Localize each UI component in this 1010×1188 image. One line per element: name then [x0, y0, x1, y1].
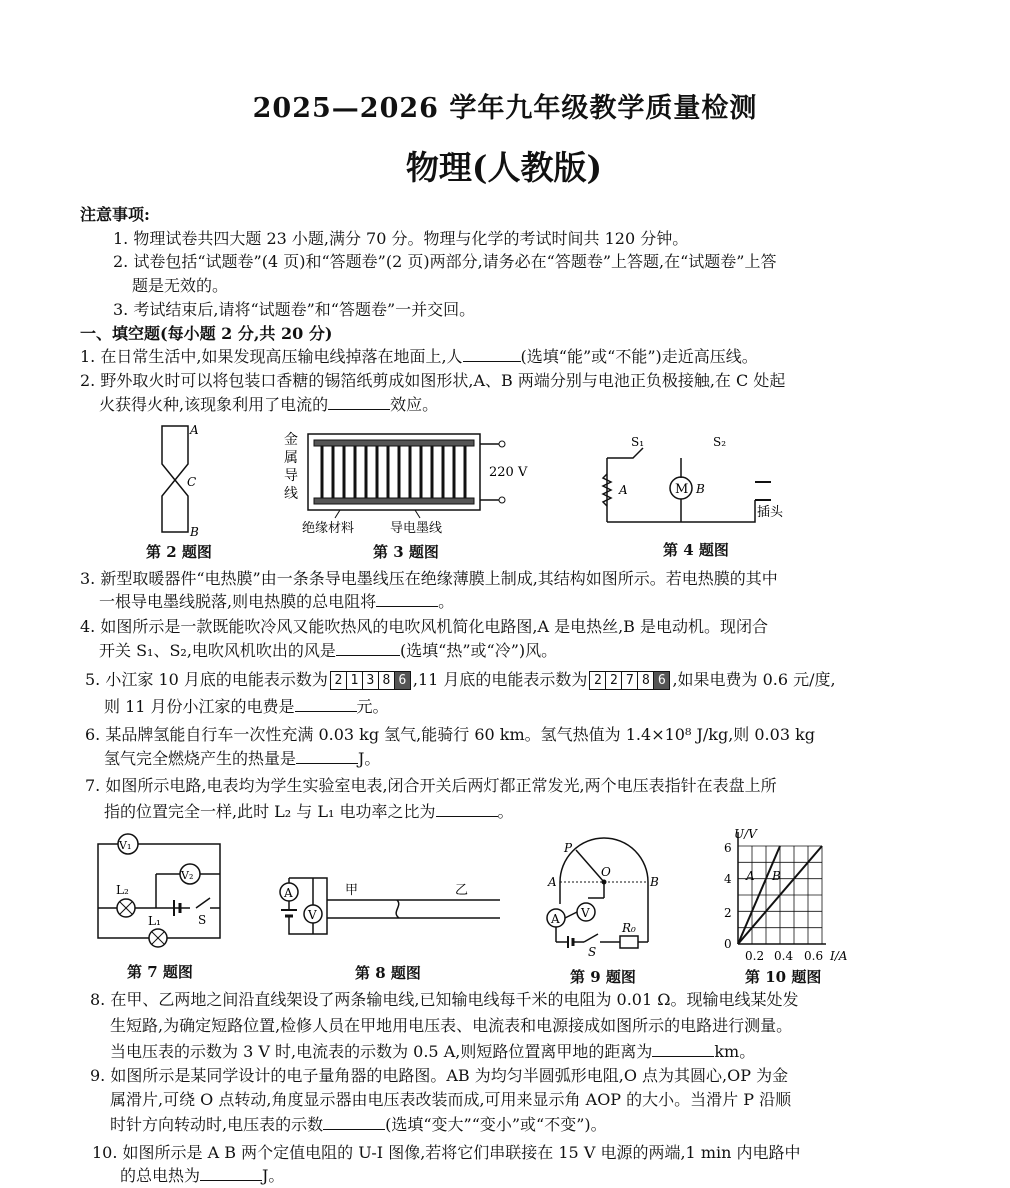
answer-blank[interactable]	[463, 347, 521, 362]
question-5-text: 5. 小江家 10 月底的电能表示数为	[85, 670, 328, 689]
fig4-motor: M	[675, 482, 689, 497]
fig9-r0: R₀	[622, 921, 636, 935]
notice-item-3: 3. 考试结束后,请将“试题卷”和“答题卷”一并交回。	[113, 300, 476, 319]
fig4-b: B	[696, 482, 705, 496]
question-2-text: 火获得火种,该现象利用了电流的	[99, 395, 329, 414]
meter-digit: 7	[622, 672, 638, 689]
question-2-text-2: 效应。	[390, 395, 439, 414]
fig10-ytick: 4	[724, 872, 732, 886]
notice-item-2-cont: 题是无效的。	[132, 276, 229, 295]
meter-digit: 3	[363, 672, 379, 689]
fig4-s1: S₁	[631, 435, 645, 449]
figure-4	[595, 430, 795, 530]
meter-digit: 2	[331, 672, 347, 689]
question-4-line-2	[99, 638, 557, 661]
meter-digit: 8	[379, 672, 395, 689]
question-9-line-1: 9. 如图所示是某同学设计的电子量角器的电路图。AB 为均匀半圆弧形电阻,O 点为其圆心,OP 为金	[90, 1066, 789, 1085]
fig10-line-a-label: A	[746, 869, 755, 883]
question-10-text: 的总电热为	[120, 1166, 201, 1185]
question-6-line-1: 6. 某品牌氢能自行车一次性充满 0.03 kg 氢气,能骑行 60 km。氢气热值为 1.4×10⁸ J/kg,则 0.03 kg	[85, 725, 816, 744]
question-10-line-1: 10. 如图所示是 A B 两个定值电阻的 U-I 图像,若将它们串联接在 15 V 电源的两端,1 min 内电路中	[92, 1143, 801, 1162]
figure-10-chart	[712, 822, 862, 964]
meter-decimal-digit: 6	[654, 672, 669, 689]
fig9-b: B	[650, 875, 659, 889]
fig10-ytick: 2	[724, 906, 732, 920]
fig8-jia: 甲	[345, 883, 359, 898]
question-3-text: 一根导电墨线脱落,则电热膜的总电阻将	[99, 592, 377, 611]
exam-subtitle: 物理(人教版)	[405, 148, 603, 187]
figure-3-caption: 第 3 题图	[373, 543, 439, 561]
figure-7-caption: 第 7 题图	[127, 963, 193, 981]
fig8-yi: 乙	[455, 883, 469, 898]
fig3-side-label-3: 导	[284, 468, 298, 484]
question-4-text-2: (选填“热”或“冷”)风。	[399, 641, 558, 660]
question-2-line-2	[99, 392, 438, 415]
fig9-ammeter: A	[551, 912, 560, 926]
answer-blank[interactable]	[323, 1115, 385, 1130]
question-9-line-3	[110, 1112, 607, 1135]
question-5-line-1	[85, 667, 836, 690]
question-8-line-2: 生短路,为确定短路位置,检修人员在甲地用电压表、电流表和电源接成如图所示的电路进行测量。	[110, 1016, 793, 1035]
figure-2-caption: 第 2 题图	[146, 543, 212, 561]
meter-digit: 2	[606, 672, 622, 689]
answer-blank[interactable]	[328, 395, 390, 410]
figure-9	[540, 838, 670, 958]
answer-blank[interactable]	[652, 1042, 714, 1057]
fig8-v: V	[308, 908, 317, 922]
question-7-text-2: 。	[497, 802, 514, 821]
question-9-line-2: 属滑片,可绕 O 点转动,角度显示器由电压表改装而成,可用来显示角 AOP 的大小。当滑片 P 沿顺	[110, 1090, 792, 1109]
fig7-v2: V₂	[181, 869, 194, 882]
fig9-voltmeter: V	[581, 906, 590, 920]
answer-blank[interactable]	[200, 1166, 262, 1181]
fig10-ytick: 0	[724, 937, 732, 951]
figure-8	[275, 860, 505, 950]
figure-4-caption: 第 4 题图	[663, 541, 729, 559]
fig10-xtick: 0.2	[745, 949, 765, 963]
question-9-text: 时针方向转动时,电压表的示数	[110, 1115, 324, 1134]
fig7-l1: L₁	[148, 914, 161, 928]
section-heading: 一、填空题(每小题 2 分,共 20 分)	[80, 324, 333, 343]
question-6-line-2	[104, 746, 380, 769]
fig2-label-c: C	[187, 475, 197, 489]
fig10-line-b-label: B	[772, 869, 781, 883]
fig3-side-label-4: 线	[284, 486, 298, 502]
question-3-text-2: 。	[438, 592, 455, 611]
answer-blank[interactable]	[295, 697, 357, 712]
meter-november	[589, 671, 670, 690]
question-1-text-2: (选填“能”或“不能”)走近高压线。	[520, 347, 758, 366]
fig4-a: A	[619, 483, 628, 497]
answer-blank[interactable]	[376, 592, 438, 607]
question-1-text: 1. 在日常生活中,如果发现高压输电线掉落在地面上,人	[80, 347, 463, 366]
fig4-plug: 插头	[757, 505, 784, 520]
question-5-line-2	[104, 694, 389, 717]
fig7-s: S	[198, 913, 207, 927]
answer-blank[interactable]	[336, 641, 400, 656]
fig2-label-b: B	[190, 525, 199, 539]
fig10-xtick: 0.4	[774, 949, 794, 963]
question-7-text: 指的位置完全一样,此时 L₂ 与 L₁ 电功率之比为	[104, 802, 436, 821]
fig10-xtick: 0.6	[804, 949, 824, 963]
figure-10-caption: 第 10 题图	[745, 968, 822, 986]
fig8-a: A	[284, 886, 293, 900]
figure-2	[145, 420, 215, 540]
fig2-label-a: A	[190, 423, 199, 437]
answer-blank[interactable]	[436, 802, 498, 817]
question-3-line-2	[99, 589, 454, 612]
figure-3	[280, 428, 528, 540]
question-7-line-1: 7. 如图所示电路,电表均为学生实验室电表,闭合开关后两灯都正常发光,两个电压表指针在表盘上所	[85, 776, 777, 795]
fig3-side-label-1: 金	[284, 432, 298, 448]
fig9-a: A	[548, 875, 557, 889]
fig3-bottom-left: 绝缘材料	[302, 521, 355, 536]
question-9-text-2: (选填“变大”“变小”或“不变”)。	[385, 1115, 607, 1134]
fig10-ytick: 6	[724, 841, 732, 855]
question-4-text: 开关 S₁、S₂,电吹风机吹出的风是	[99, 641, 336, 660]
fig7-v1: V₁	[119, 839, 132, 852]
question-10-line-2	[120, 1163, 284, 1186]
notice-item-2: 2. 试卷包括“试题卷”(4 页)和“答题卷”(2 页)两部分,请务必在“答题卷”上答题,在“试题卷”上答	[113, 252, 777, 271]
meter-october	[330, 671, 411, 690]
fig10-ylabel: U/V	[734, 827, 757, 841]
figure-9-caption: 第 9 题图	[570, 968, 636, 986]
question-7-line-2	[104, 799, 514, 822]
meter-digit: 2	[590, 672, 606, 689]
figure-8-caption: 第 8 题图	[355, 964, 421, 982]
notice-item-1: 1. 物理试卷共四大题 23 小题,满分 70 分。物理与化学的考试时间共 120 分钟。	[113, 229, 689, 248]
question-1	[80, 344, 758, 367]
question-6-text: 氢气完全燃烧产生的热量是	[104, 749, 297, 768]
fig3-voltage: 220 V	[489, 465, 528, 480]
answer-blank[interactable]	[296, 749, 358, 764]
fig9-s: S	[588, 945, 597, 959]
fig9-o: O	[601, 865, 611, 879]
question-4-line-1: 4. 如图所示是一款既能吹冷风又能吹热风的电吹风机简化电路图,A 是电热丝,B 是电动机。现闭合	[80, 617, 769, 636]
question-8-line-3	[110, 1039, 755, 1062]
question-5-text-5: 元。	[356, 697, 389, 716]
question-10-text-2: J。	[262, 1166, 285, 1185]
fig9-p: P	[564, 841, 573, 855]
question-8-line-1: 8. 在甲、乙两地之间沿直线架设了两条输电线,已知输电线每千米的电阻为 0.01 Ω。现输电线某处发	[90, 990, 799, 1009]
question-5-text-4: 则 11 月份小江家的电费是	[104, 697, 295, 716]
notice-heading: 注意事项:	[80, 205, 150, 224]
meter-decimal-digit: 6	[395, 672, 410, 689]
meter-digit: 8	[638, 672, 654, 689]
exam-title: 2025—2026 学年九年级教学质量检测	[252, 93, 758, 124]
fig3-side-label-2: 属	[284, 450, 298, 466]
question-5-text-2: ,11 月底的电能表示数为	[412, 670, 588, 689]
question-8-text: 当电压表的示数为 3 V 时,电流表的示数为 0.5 A,则短路位置离甲地的距离为	[110, 1042, 653, 1061]
question-8-text-2: km。	[714, 1042, 756, 1061]
question-5-text-3: ,如果电费为 0.6 元/度,	[672, 670, 836, 689]
fig3-bottom-right: 导电墨线	[390, 521, 443, 536]
fig10-xlabel: I/A	[830, 949, 848, 963]
figure-7	[92, 830, 232, 960]
question-2-line-1: 2. 野外取火时可以将包装口香糖的锡箔纸剪成如图形状,A、B 两端分别与电池正负极接触,在 C 处起	[80, 371, 786, 390]
question-3-line-1: 3. 新型取暖器件“电热膜”由一条条导电墨线压在绝缘薄膜上制成,其结构如图所示。若电热膜的其中	[80, 569, 778, 588]
fig7-l2: L₂	[116, 883, 129, 897]
meter-digit: 1	[347, 672, 363, 689]
question-6-text-2: J。	[358, 749, 381, 768]
fig4-s2: S₂	[713, 435, 727, 449]
